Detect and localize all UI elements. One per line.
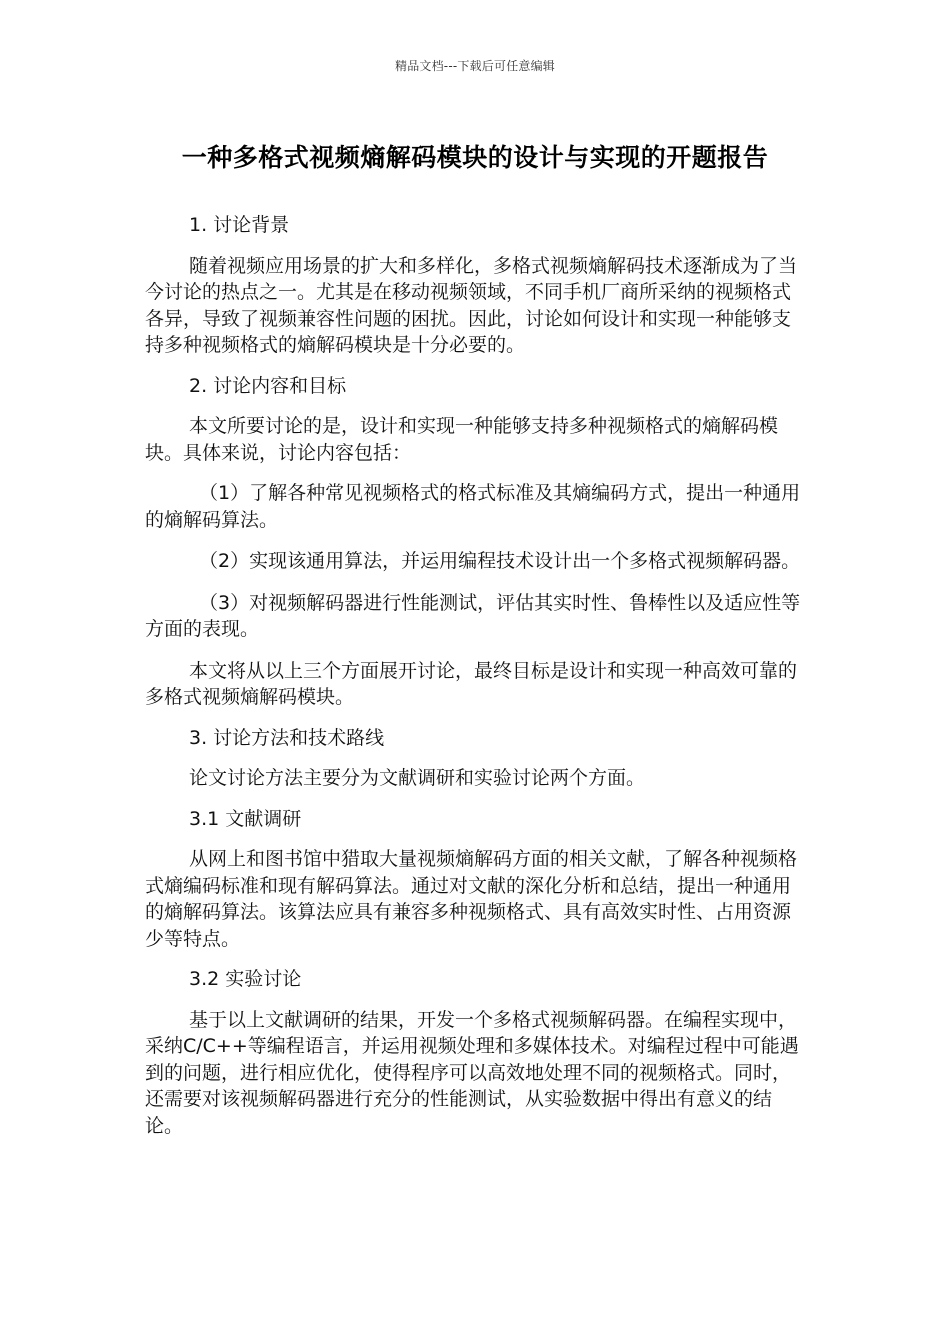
section-3-2-paragraph: 基于以上文献调研的结果，开发一个多格式视频解码器。在编程实现中，采纳C/C++等编程语言，并运用视频处理和多媒体技术。对编程过程中可能遇到的问题，进行相应优化，使得程序可以高效地处理不同的视频格式。同时，还需要对该视频解码器进行充分的性能测试，从实验数据中得出有意义的结论。 (145, 1008, 799, 1137)
document-body (145, 212, 805, 1139)
section-2-item-1: （1）了解各种常见视频格式的格式标准及其熵编码方式，提出一种通用的熵解码算法。 (145, 482, 801, 531)
section-2-heading: 2. 讨论内容和目标 (189, 374, 347, 397)
section-2-item-3: （3）对视频解码器进行性能测试，评估其实时性、鲁棒性以及适应性等方面的表现。 (145, 591, 801, 640)
section-1-paragraph: 随着视频应用场景的扩大和多样化，多格式视频熵解码技术逐渐成为了当今讨论的热点之一。尤其是在移动视频领域，不同手机厂商所采纳的视频格式各异，导致了视频兼容性问题的困扰。因此，讨论如何设计和实现一种能够支持多种视频格式的熵解码模块是十分必要的。 (145, 254, 798, 356)
section-3-2-heading: 3.2 实验讨论 (189, 968, 302, 990)
document-title: 一种多格式视频熵解码模块的设计与实现的开题报告 (181, 143, 769, 172)
section-2-summary: 本文将从以上三个方面展开讨论，最终目标是设计和实现一种高效可靠的多格式视频熵解码模块。 (145, 659, 798, 708)
section-3-1-heading: 3.1 文献调研 (189, 807, 302, 830)
header-note: 精品文档---下载后可任意编辑 (395, 59, 555, 73)
section-3-1-paragraph: 从网上和图书馆中猎取大量视频熵解码方面的相关文献，了解各种视频格式熵编码标准和现有解码算法。通过对文献的深化分析和总结，提出一种通用的熵解码算法。该算法应具有兼容多种视频格式、具有高效实时性、占用资源少等特点。 (145, 848, 798, 950)
section-3-paragraph: 论文讨论方法主要分为文献调研和实验讨论两个方面。 (189, 767, 646, 789)
section-3-heading: 3. 讨论方法和技术路线 (189, 726, 385, 749)
section-2-intro: 本文所要讨论的是，设计和实现一种能够支持多种视频格式的熵解码模块。具体来说，讨论内容包括： (145, 415, 779, 464)
section-2-item-2: （2）实现该通用算法，并运用编程技术设计出一个多格式视频解码器。 (199, 550, 801, 572)
section-1-heading: 1. 讨论背景 (189, 214, 290, 236)
